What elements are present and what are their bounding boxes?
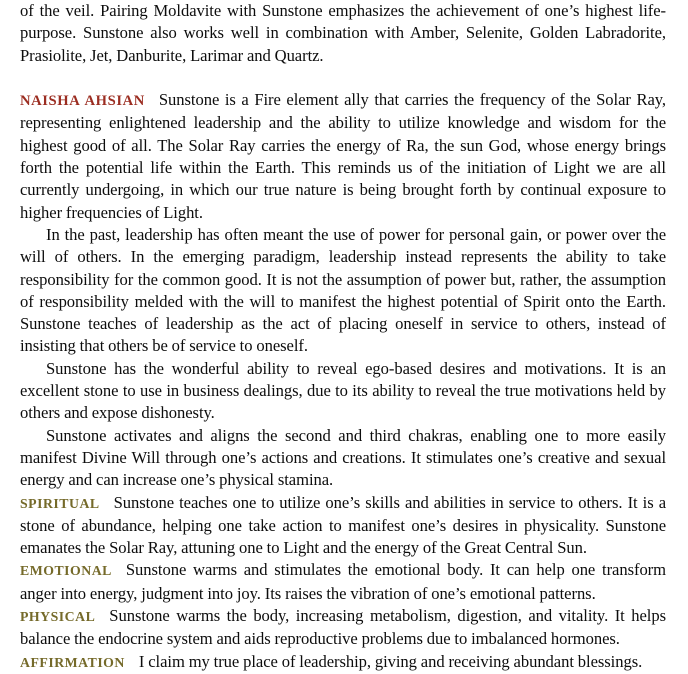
attribute-text-spiritual: Sunstone teaches one to utilize one’s skills and abilities in service to others. It is a stone of abundance, helping one take action to manifest one’s desires in physicality. Sunstone emanates the Solar Ray, attuning one to Light and the energy of the Great Central Sun.: [20, 492, 666, 558]
paragraph-contributor-intro: [20, 89, 666, 224]
attribute-text-physical: Sunstone warms the body, increasing metabolism, digestion, and vitality. It helps balance the endocrine system and aids reproductive problems due to imbalanced hormones.: [20, 606, 666, 649]
paragraph-spacer: [20, 67, 666, 89]
attribute-label-physical: PHYSICAL: [20, 609, 96, 625]
contributor-name-heading: NAISHA AHSIAN: [20, 93, 145, 110]
attribute-text-affirmation: I claim my true place of leadership, giving and receiving abundant blessings.: [138, 651, 643, 671]
contributor-paragraph-4: Sunstone activates and aligns the second and third chakras, enabling one to more easily manifest Divine Will through one’s actions and creations. It stimulates one’s creative and sexual energy and can increase one’s physical stamina.: [20, 425, 666, 490]
attribute-label-spiritual: SPIRITUAL: [20, 495, 100, 511]
page-body: [20, 0, 666, 674]
contributor-paragraph-2: In the past, leadership has often meant the use of power for personal gain, or power over the will of others. In the emerging paradigm, leadership instead represents the ability to take responsibility for the common good. It is not the assumption of power but, rather, the assumption of responsibility melded with the will to manifest the highest potential of Spirit onto the Earth. Sunstone teaches of leadership as the act of placing oneself in service to others, instead of insisting that others be of service to oneself.: [20, 224, 666, 356]
paragraph-opening-continued: of the veil. Pairing Moldavite with Sunstone emphasizes the achievement of one’s highest life-purpose. Sunstone also works well in combination with Amber, Selenite, Golden Labradorite, Prasiolite, Jet, Danburite, Larimar and Quartz.: [20, 1, 666, 65]
attribute-label-emotional: EMOTIONAL: [20, 563, 112, 579]
attribute-label-affirmation: AFFIRMATION: [20, 654, 125, 670]
contributor-paragraph-1-text: Sunstone is a Fire element ally that carries the frequency of the Solar Ray, representing enlightened leadership and the ability to utilize knowledge and wisdom for the highest good of all. The Solar Ray carries the energy of Ra, the sun God, whose energy brings forth the potential life within the Earth. This reminds us of the initiation of Light we are all currently undergoing, in which our true nature is being brought forth by continual exposure to higher frequencies of Light.: [20, 90, 667, 222]
attribute-text-emotional: Sunstone warms and stimulates the emotional body. It can help one transform anger into energy, judgment into joy. Its raises the vibration of one’s emotional patterns.: [20, 560, 666, 603]
attribute-block-emotional: [20, 559, 666, 605]
attribute-block-affirmation: [20, 651, 666, 674]
attribute-block-spiritual: [20, 492, 666, 560]
contributor-paragraph-3: Sunstone has the wonderful ability to reveal ego-based desires and motivations. It is an excellent stone to use in business dealings, due to its ability to reveal the true motivations held by others and expose dishonesty.: [20, 358, 666, 423]
attribute-block-physical: [20, 605, 666, 651]
